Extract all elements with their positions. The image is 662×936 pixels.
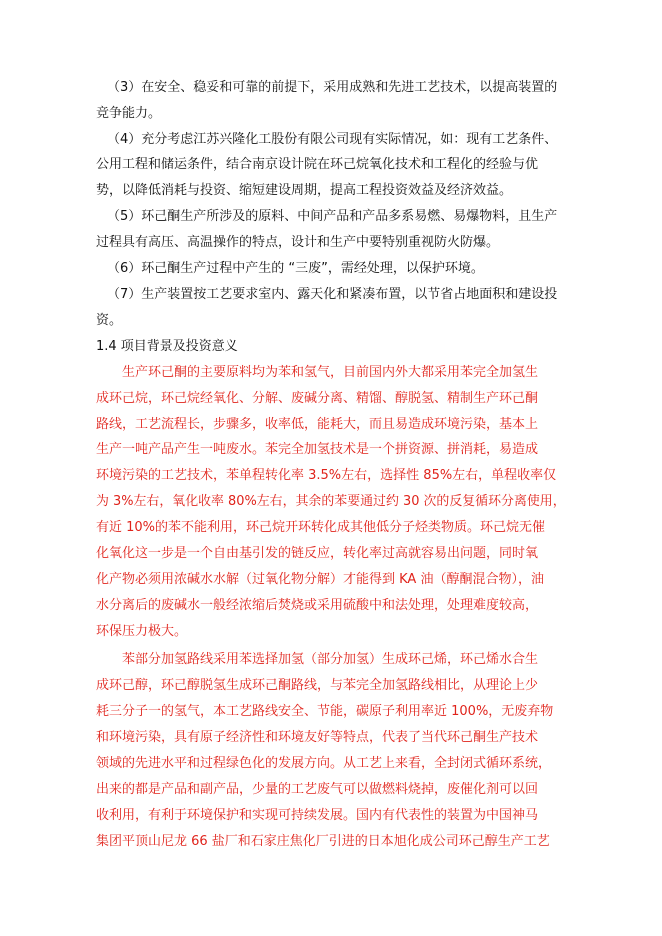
paragraph1-line-9: 化产物必须用浓碱水水解（过氧化物分解）才能得到 KA 油（醇酮混合物），油 [96,572,544,587]
list-item-5-line-1: （5）环己酮生产所涉及的原料、中间产品和产品多系易燃、易爆物料，且生产 [107,209,558,224]
paragraph2-line-8: 集团平顶山尼龙 66 盐厂和石家庄焦化厂引进的日本旭化成公司环己醇生产工艺 [96,834,550,849]
list-item-7-line-2: 资。 [96,313,123,328]
section-heading: 1.4 项目背景及投资意义 [96,339,238,354]
list-item-3-line-1: （3）在安全、稳妥和可靠的前提下，采用成熟和先进工艺技术，以提高装置的 [107,80,558,95]
paragraph1-line-4: 生产一吨产品产生一吨废水。苯完全加氢技术是一个拼资源、拼消耗，易造成 [96,442,539,457]
paragraph1-line-8: 化氧化这一步是一个自由基引发的链反应，转化率过高就容易出问题，同时氧 [96,546,539,561]
paragraph2-line-5: 领域的先进水平和过程绿色化的发展方向。从工艺上来看，全封闭式循环系统， [96,756,552,771]
list-item-4-line-3: 势，以降低消耗与投资、缩短建设周期，提高工程投资效益及经济效益。 [96,183,513,198]
list-item-4-line-1: （4）充分考虑江苏兴隆化工股份有限公司现有实际情况，如：现有工艺条件、 [107,132,558,147]
paragraph1-line-1: 生产环己酮的主要原料均为苯和氢气，目前国内外大都采用苯完全加氢生 [122,365,539,380]
paragraph1-line-11: 环保压力极大。 [96,624,188,639]
paragraph2-line-3: 耗三分子一的氢气，本工艺路线安全、节能，碳原子利用率近 100%，无废弃物 [96,704,554,719]
list-item-6-line-1: （6）环己酮生产过程中产生的 “三废”，需经处理，以保护环境。 [107,261,484,276]
paragraph1-line-2: 成环己烷，环己烷经氧化、分解、废碱分离、精馏、醇脱氢、精制生产环己酮 [96,391,539,406]
paragraph2-line-6: 出来的都是产品和副产品，少量的工艺废气可以做燃料烧掉，废催化剂可以回 [96,782,539,797]
paragraph1-line-5: 环境污染的工艺技术，苯单程转化率 3.5%左右，选择性 85%左右，单程收率仅 [96,468,557,483]
paragraph2-line-4: 和环境污染，具有原子经济性和环境友好等特点，代表了当代环己酮生产技术 [96,730,539,745]
list-item-3-line-2: 竞争能力。 [96,106,162,121]
paragraph1-line-10: 水分离后的废碱水一般经浓缩后焚烧或采用硫酸中和法处理，处理难度较高， [96,598,539,613]
list-item-4-line-2: 公用工程和储运条件，结合南京设计院在环己烷氧化技术和工程化的经验与优 [96,157,539,172]
paragraph2-line-2: 成环己醇，环己醇脱氢生成环己酮路线，与苯完全加氢路线相比，从理论上少 [96,678,539,693]
paragraph2-line-1: 苯部分加氢路线采用苯选择加氢（部分加氢）生成环己烯，环己烯水合生 [122,652,539,667]
paragraph1-line-3: 路线，工艺流程长，步骤多，收率低，能耗大，而且易造成环境污染，基本上 [96,417,539,432]
list-item-5-line-2: 过程具有高压、高温操作的特点，设计和生产中要特别重视防火防爆。 [96,235,500,250]
paragraph2-line-7: 收利用，有利于环境保护和实现可持续发展。国内有代表性的装置为中国神马 [96,808,539,823]
list-item-7-line-1: （7）生产装置按工艺要求室内、露天化和紧凑布置，以节省占地面积和建设投 [107,287,558,302]
paragraph1-line-7: 有近 10%的苯不能利用，环己烷开环转化成其他低分子烃类物质。环己烷无催 [96,520,546,535]
paragraph1-line-6: 为 3%左右，氧化收率 80%左右，其余的苯要通过约 30 次的反复循环分离使用， [96,494,566,509]
